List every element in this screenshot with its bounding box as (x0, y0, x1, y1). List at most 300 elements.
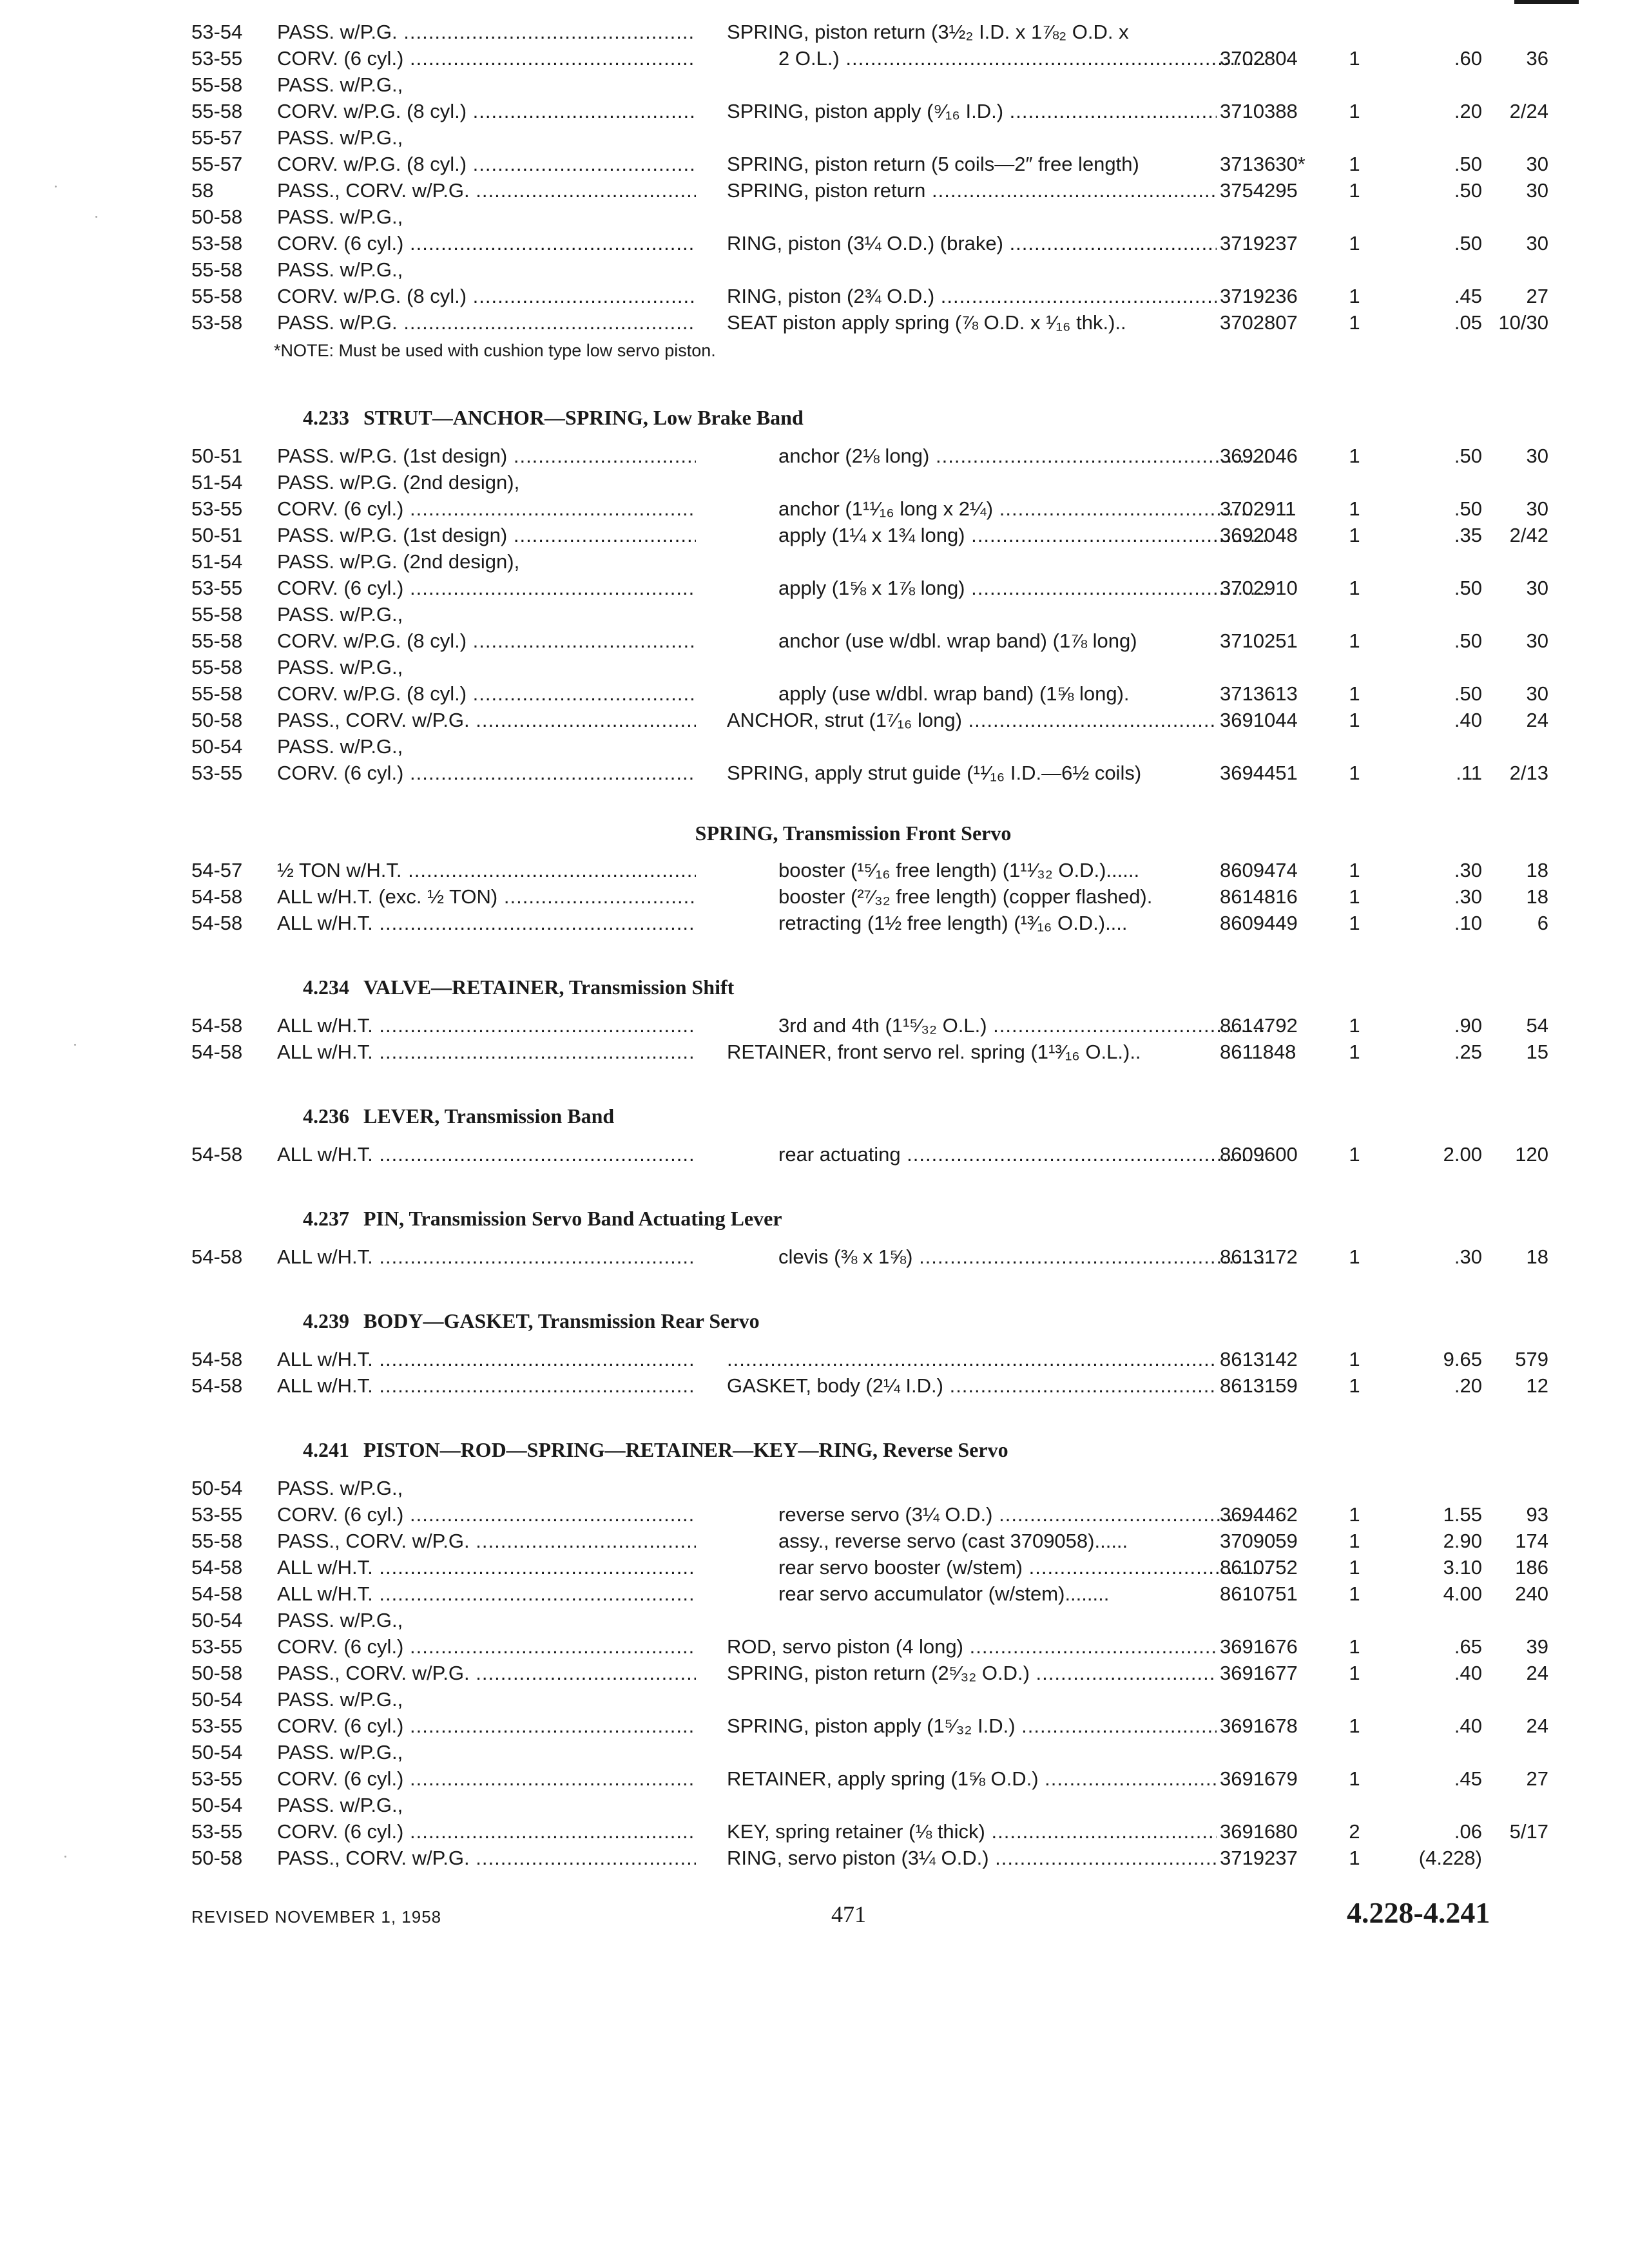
year-range: 53-55 (191, 1635, 243, 1658)
model-application: PASS., CORV. w/P.G. ..... (277, 1844, 696, 1872)
part-description: RING, piston (2¾ O.D.) ..... (727, 282, 1217, 311)
part-row (0, 71, 1629, 99)
model-application: PASS., CORV. w/P.G. ..... (277, 1659, 696, 1687)
year-range: 50-54 (191, 735, 243, 758)
section-number: 4.233 (303, 406, 349, 429)
part-description: reverse servo (3¼ O.D.) ..... (727, 1501, 1268, 1529)
part-row (0, 1243, 1629, 1271)
price-multiple: 15 (1526, 1041, 1548, 1063)
year-range: 53-54 (191, 21, 243, 43)
part-number: 3702804 (1220, 47, 1298, 70)
model-application: PASS. w/P.G. (2nd design), (277, 550, 520, 573)
part-number: 8613159 (1220, 1374, 1298, 1397)
model-application: CORV. w/P.G. (8 cyl.) ..... (277, 97, 696, 126)
year-range: 50-58 (191, 1662, 243, 1684)
quantity: 1 (1349, 1041, 1360, 1063)
price-multiple: 30 (1526, 629, 1548, 652)
year-range: 50-54 (191, 1794, 243, 1816)
part-description: SPRING, piston apply (1⁵⁄₃₂ I.D.) ..... (727, 1712, 1217, 1740)
price-multiple: 30 (1526, 232, 1548, 255)
year-range: 54-58 (191, 1014, 243, 1037)
section-heading (303, 1436, 1008, 1464)
year-range: 55-57 (191, 126, 243, 149)
part-number: 3719237 (1220, 232, 1298, 255)
list-price: 9.65 (1443, 1348, 1482, 1370)
part-description: KEY, spring retainer (⅛ thick) ..... (727, 1818, 1217, 1846)
part-description: rear servo accumulator (w/stem)........ (778, 1582, 1110, 1605)
model-application: CORV. (6 cyl.) ..... (277, 1501, 696, 1529)
part-number: 3692046 (1220, 445, 1298, 467)
part-row (0, 1012, 1629, 1040)
quantity: 1 (1349, 1635, 1360, 1658)
price-multiple: 30 (1526, 445, 1548, 467)
model-application: PASS. w/P.G. (1st design) ..... (277, 442, 696, 470)
part-row (0, 548, 1629, 576)
year-range: 54-57 (191, 859, 243, 881)
quantity: 1 (1349, 524, 1360, 546)
year-range: 54-58 (191, 1374, 243, 1397)
part-description: rear servo booster (w/stem) ..... (727, 1553, 1268, 1582)
part-description: SPRING, piston return (2⁵⁄₃₂ O.D.) ..... (727, 1659, 1217, 1687)
part-row (0, 1633, 1629, 1661)
list-price: .11 (1456, 762, 1482, 784)
quantity: 1 (1349, 1582, 1360, 1605)
model-application: ½ TON w/H.T. ..... (277, 856, 696, 885)
part-row (0, 1501, 1629, 1529)
part-description (727, 1345, 1217, 1374)
part-description: SPRING, apply strut guide (¹¹⁄₁₆ I.D.—6½ coils) (727, 762, 1142, 784)
year-range: 51-54 (191, 471, 243, 494)
part-number: 3691677 (1220, 1662, 1298, 1684)
price-multiple: 93 (1526, 1503, 1548, 1526)
list-price: (4.228) (1418, 1847, 1482, 1869)
list-price: .90 (1454, 1014, 1482, 1037)
model-application: ALL w/H.T. ..... (277, 1345, 696, 1374)
part-row (0, 1844, 1629, 1872)
price-multiple: 120 (1515, 1143, 1548, 1166)
part-description: SPRING, piston return ..... (727, 177, 1217, 205)
part-row (0, 150, 1629, 178)
quantity: 1 (1349, 1503, 1360, 1526)
list-price: .35 (1454, 524, 1482, 546)
year-range: 53-55 (191, 762, 243, 784)
model-application: PASS. w/P.G. ..... (277, 309, 696, 337)
part-number: 8611848 (1220, 1041, 1296, 1063)
part-row (0, 468, 1629, 497)
part-row (0, 44, 1629, 73)
part-number: 8614816 (1220, 885, 1298, 908)
model-application: ALL w/H.T. ..... (277, 1140, 696, 1169)
model-application: PASS. w/P.G., (277, 258, 403, 281)
quantity: 1 (1349, 885, 1360, 908)
year-range: 53-58 (191, 311, 243, 334)
list-price: .40 (1454, 1715, 1482, 1737)
year-range: 53-55 (191, 1503, 243, 1526)
year-range: 54-58 (191, 1143, 243, 1166)
year-range: 53-55 (191, 47, 243, 70)
part-number: 8613172 (1220, 1245, 1298, 1268)
model-application: CORV. (6 cyl.) ..... (277, 229, 696, 258)
part-row (0, 733, 1629, 761)
model-application: CORV. (6 cyl.) ..... (277, 574, 696, 602)
model-application: PASS. w/P.G. ..... (277, 18, 696, 46)
part-row (0, 1712, 1629, 1740)
year-range: 50-51 (191, 524, 243, 546)
section-title: STRUT—ANCHOR—SPRING, Low Brake Band (363, 406, 804, 429)
list-price: .50 (1454, 445, 1482, 467)
part-number: 3713613 (1220, 682, 1298, 705)
model-application: ALL w/H.T. ..... (277, 1038, 696, 1066)
part-description: apply (1⅝ x 1⅞ long) ..... (727, 574, 1268, 602)
part-description: RETAINER, front servo rel. spring (1¹³⁄₁₆ O.L.).. (727, 1041, 1141, 1063)
part-row (0, 97, 1629, 126)
year-range: 50-54 (191, 1609, 243, 1631)
part-number: 3719236 (1220, 285, 1298, 307)
list-price: .20 (1454, 1374, 1482, 1397)
quantity: 1 (1349, 497, 1360, 520)
section-number: 4.236 (303, 1104, 349, 1128)
part-row (0, 203, 1629, 231)
part-number: 3754295 (1220, 179, 1298, 202)
quantity: 2 (1349, 1820, 1360, 1843)
part-row (0, 124, 1629, 152)
model-application: CORV. (6 cyl.) ..... (277, 1633, 696, 1661)
part-row (0, 1345, 1629, 1374)
section-heading (303, 1204, 782, 1233)
part-number: 8609474 (1220, 859, 1298, 881)
part-description: SPRING, piston return (3½₂ I.D. x 1⅞₂ O.D. x (727, 21, 1129, 43)
price-multiple: 24 (1526, 709, 1548, 731)
part-row (0, 680, 1629, 708)
page-number: 471 (831, 1901, 866, 1927)
part-row (0, 1765, 1629, 1793)
part-row (0, 1818, 1629, 1846)
part-row (0, 1791, 1629, 1820)
quantity: 1 (1349, 179, 1360, 202)
part-description: 2 O.L.) ..... (727, 44, 1268, 73)
price-multiple: 18 (1526, 1245, 1548, 1268)
list-price: .06 (1454, 1820, 1482, 1843)
list-price: .60 (1454, 47, 1482, 70)
part-row (0, 627, 1629, 655)
year-range: 55-58 (191, 603, 243, 626)
part-row (0, 856, 1629, 885)
year-range: 55-58 (191, 258, 243, 281)
model-application: CORV. (6 cyl.) ..... (277, 495, 696, 523)
year-range: 50-58 (191, 1847, 243, 1869)
list-price: .50 (1454, 232, 1482, 255)
model-application: CORV. w/P.G. (8 cyl.) ..... (277, 282, 696, 311)
model-application: PASS. w/P.G., (277, 1688, 403, 1711)
list-price: .50 (1454, 682, 1482, 705)
section-title: PISTON—ROD—SPRING—RETAINER—KEY—RING, Reverse Servo (363, 1438, 1008, 1461)
price-multiple: 6 (1537, 912, 1548, 934)
year-range: 53-55 (191, 1820, 243, 1843)
part-row (0, 759, 1629, 787)
model-application: CORV. w/P.G. (8 cyl.) ..... (277, 680, 696, 708)
part-number: 3710388 (1220, 100, 1298, 122)
section-number: 4.241 (303, 1438, 349, 1461)
quantity: 1 (1349, 1556, 1360, 1579)
model-application: CORV. (6 cyl.) ..... (277, 1818, 696, 1846)
part-description: SEAT piston apply spring (⅞ O.D. x ¹⁄₁₆ thk.).. (727, 311, 1126, 334)
part-number: 3691678 (1220, 1715, 1298, 1737)
revision-date: REVISED NOVEMBER 1, 1958 (191, 1907, 442, 1927)
model-application: CORV. (6 cyl.) ..... (277, 44, 696, 73)
part-description: retracting (1½ free length) (¹³⁄₁₆ O.D.).... (778, 912, 1128, 934)
part-description: booster (¹⁵⁄₁₆ free length) (1¹¹⁄₃₂ O.D.)...... (778, 859, 1140, 881)
quantity: 1 (1349, 1847, 1360, 1869)
model-application: PASS. w/P.G., (277, 1741, 403, 1763)
part-number: 3691044 (1220, 709, 1298, 731)
year-range: 53-55 (191, 1767, 243, 1790)
part-row (0, 442, 1629, 470)
part-description: GASKET, body (2¼ I.D.) ..... (727, 1372, 1217, 1400)
part-description: anchor (1¹¹⁄₁₆ long x 2¼) ..... (727, 495, 1268, 523)
price-multiple: 36 (1526, 47, 1548, 70)
part-row (0, 909, 1629, 937)
year-range: 50-54 (191, 1688, 243, 1711)
quantity: 1 (1349, 912, 1360, 934)
price-multiple: 2/24 (1509, 100, 1548, 122)
list-price: .45 (1454, 285, 1482, 307)
sub-heading: SPRING, Transmission Front Servo (695, 822, 1012, 845)
quantity: 1 (1349, 1348, 1360, 1370)
list-price: 1.55 (1443, 1503, 1482, 1526)
year-range: 50-54 (191, 1477, 243, 1499)
price-multiple: 18 (1526, 859, 1548, 881)
model-application: ALL w/H.T. (exc. ½ TON) ..... (277, 883, 696, 911)
list-price: .05 (1454, 311, 1482, 334)
quantity: 1 (1349, 1245, 1360, 1268)
part-number: 3691680 (1220, 1820, 1298, 1843)
part-description: anchor (use w/dbl. wrap band) (1⅞ long) (778, 629, 1137, 652)
price-multiple: 39 (1526, 1635, 1548, 1658)
part-description: RING, servo piston (3¼ O.D.) ..... (727, 1844, 1217, 1872)
part-number: 3709059 (1220, 1530, 1298, 1552)
part-number: 3694462 (1220, 1503, 1298, 1526)
year-range: 53-58 (191, 232, 243, 255)
quantity: 1 (1349, 153, 1360, 175)
part-number: 8614792 (1220, 1014, 1298, 1037)
year-range: 54-58 (191, 885, 243, 908)
part-number: 3702910 (1220, 577, 1298, 599)
quantity: 1 (1349, 100, 1360, 122)
list-price: .40 (1454, 1662, 1482, 1684)
year-range: 58 (191, 179, 214, 202)
model-application: PASS. w/P.G., (277, 603, 403, 626)
list-price: .25 (1454, 1041, 1482, 1063)
quantity: 1 (1349, 311, 1360, 334)
model-application: PASS. w/P.G., (277, 1794, 403, 1816)
model-application: CORV. w/P.G. (8 cyl.) ..... (277, 627, 696, 655)
part-row (0, 229, 1629, 258)
price-multiple: 2/13 (1509, 762, 1548, 784)
model-application: CORV. w/P.G. (8 cyl.) ..... (277, 150, 696, 178)
model-application: PASS., CORV. w/P.G. ..... (277, 1527, 696, 1555)
quantity: 1 (1349, 1143, 1360, 1166)
year-range: 54-58 (191, 1556, 243, 1579)
part-number: 3691676 (1220, 1635, 1298, 1658)
year-range: 55-57 (191, 153, 243, 175)
part-row (0, 1140, 1629, 1169)
year-range: 54-58 (191, 1041, 243, 1063)
model-application: PASS. w/P.G. (1st design) ..... (277, 521, 696, 550)
year-range: 51-54 (191, 550, 243, 573)
price-multiple: 174 (1515, 1530, 1548, 1552)
section-number: 4.237 (303, 1207, 349, 1230)
part-number: 3710251 (1220, 629, 1298, 652)
year-range: 50-58 (191, 709, 243, 731)
quantity: 1 (1349, 1715, 1360, 1737)
model-application: ALL w/H.T. ..... (277, 1012, 696, 1040)
part-description: apply (use w/dbl. wrap band) (1⅝ long). (778, 682, 1130, 705)
year-range: 50-51 (191, 445, 243, 467)
section-heading (303, 973, 734, 1001)
list-price: 4.00 (1443, 1582, 1482, 1605)
section-heading (303, 1102, 614, 1130)
model-application: PASS. w/P.G., (277, 1477, 403, 1499)
part-number: 8609449 (1220, 912, 1298, 934)
model-application: PASS. w/P.G., (277, 73, 403, 96)
part-description: 3rd and 4th (1¹⁵⁄₃₂ O.L.) ..... (727, 1012, 1268, 1040)
footnote: *NOTE: Must be used with cushion type low servo piston. (274, 341, 716, 360)
list-price: .65 (1454, 1635, 1482, 1658)
model-application: PASS. w/P.G., (277, 1609, 403, 1631)
list-price: .30 (1454, 859, 1482, 881)
quantity: 1 (1349, 1662, 1360, 1684)
part-row (0, 1659, 1629, 1687)
part-row (0, 1038, 1629, 1066)
part-description: ROD, servo piston (4 long) ..... (727, 1633, 1217, 1661)
part-row (0, 706, 1629, 735)
part-number: 3694451 (1220, 762, 1298, 784)
part-description: apply (1¼ x 1¾ long) ..... (727, 521, 1268, 550)
year-range: 53-55 (191, 577, 243, 599)
part-description: assy., reverse servo (cast 3709058)...... (778, 1530, 1128, 1552)
top-rule (1514, 0, 1579, 4)
section-heading (303, 1307, 760, 1335)
list-price: 3.10 (1443, 1556, 1482, 1579)
part-row (0, 574, 1629, 602)
part-row (0, 1580, 1629, 1608)
price-multiple: 30 (1526, 577, 1548, 599)
price-multiple: 27 (1526, 285, 1548, 307)
price-multiple: 30 (1526, 682, 1548, 705)
list-price: .50 (1454, 179, 1482, 202)
section-number: 4.239 (303, 1309, 349, 1332)
part-description: clevis (⅜ x 1⅝) ..... (727, 1243, 1268, 1271)
list-price: 2.00 (1443, 1143, 1482, 1166)
price-multiple: 24 (1526, 1662, 1548, 1684)
part-row (0, 309, 1629, 337)
quantity: 1 (1349, 232, 1360, 255)
quantity: 1 (1349, 577, 1360, 599)
price-multiple: 579 (1515, 1348, 1548, 1370)
model-application: CORV. (6 cyl.) ..... (277, 1765, 696, 1793)
quantity: 1 (1349, 762, 1360, 784)
section-title: VALVE—RETAINER, Transmission Shift (363, 975, 735, 999)
part-row (0, 1686, 1629, 1714)
part-row (0, 653, 1629, 682)
year-range: 55-58 (191, 73, 243, 96)
price-multiple: 30 (1526, 179, 1548, 202)
quantity: 1 (1349, 47, 1360, 70)
part-row (0, 177, 1629, 205)
part-number: 8610752 (1220, 1556, 1298, 1579)
section-title: PIN, Transmission Servo Band Actuating Lever (363, 1207, 782, 1230)
price-multiple: 30 (1526, 497, 1548, 520)
price-multiple: 186 (1515, 1556, 1548, 1579)
price-multiple: 54 (1526, 1014, 1548, 1037)
part-row (0, 495, 1629, 523)
part-row (0, 601, 1629, 629)
year-range: 55-58 (191, 285, 243, 307)
year-range: 53-55 (191, 1715, 243, 1737)
part-row (0, 282, 1629, 311)
model-application: PASS. w/P.G., (277, 656, 403, 678)
list-price: .50 (1454, 153, 1482, 175)
part-description: ANCHOR, strut (1⁷⁄₁₆ long) ..... (727, 706, 1217, 735)
year-range: 54-58 (191, 1348, 243, 1370)
list-price: .50 (1454, 577, 1482, 599)
year-range: 55-58 (191, 1530, 243, 1552)
list-price: .50 (1454, 629, 1482, 652)
list-price: .50 (1454, 497, 1482, 520)
list-price: 2.90 (1443, 1530, 1482, 1552)
list-price: .10 (1454, 912, 1482, 934)
year-range: 55-58 (191, 682, 243, 705)
price-multiple: 2/42 (1509, 524, 1548, 546)
price-multiple: 18 (1526, 885, 1548, 908)
model-application: PASS. w/P.G., (277, 206, 403, 228)
model-application: PASS. w/P.G. (2nd design), (277, 471, 520, 494)
price-multiple: 5/17 (1509, 1820, 1548, 1843)
list-price: .45 (1454, 1767, 1482, 1790)
part-number: 3692048 (1220, 524, 1298, 546)
year-range: 53-55 (191, 497, 243, 520)
part-description: anchor (2⅛ long) ..... (727, 442, 1268, 470)
model-application: CORV. (6 cyl.) ..... (277, 759, 696, 787)
part-number: 3702911 (1220, 497, 1296, 520)
part-row (0, 1553, 1629, 1582)
year-range: 54-58 (191, 1582, 243, 1605)
list-price: .20 (1454, 100, 1482, 122)
year-range: 55-58 (191, 100, 243, 122)
section-number: 4.234 (303, 975, 349, 999)
price-multiple: 12 (1526, 1374, 1548, 1397)
price-multiple: 27 (1526, 1767, 1548, 1790)
part-row (0, 1372, 1629, 1400)
part-row (0, 1474, 1629, 1503)
part-row (0, 1738, 1629, 1767)
price-multiple: 10/30 (1498, 311, 1548, 334)
quantity: 1 (1349, 682, 1360, 705)
part-description: SPRING, piston return (5 coils—2″ free length) (727, 153, 1139, 175)
section-title: LEVER, Transmission Band (363, 1104, 615, 1128)
part-number: 8613142 (1220, 1348, 1298, 1370)
part-number: 3691679 (1220, 1767, 1298, 1790)
year-range: 54-58 (191, 912, 243, 934)
quantity: 1 (1349, 1374, 1360, 1397)
part-row (0, 1606, 1629, 1635)
section-heading (303, 403, 804, 432)
part-description: RETAINER, apply spring (1⅝ O.D.) ..... (727, 1765, 1217, 1793)
list-price: .30 (1454, 885, 1482, 908)
part-row (0, 521, 1629, 550)
year-range: 50-58 (191, 206, 243, 228)
part-number: 3702807 (1220, 311, 1298, 334)
